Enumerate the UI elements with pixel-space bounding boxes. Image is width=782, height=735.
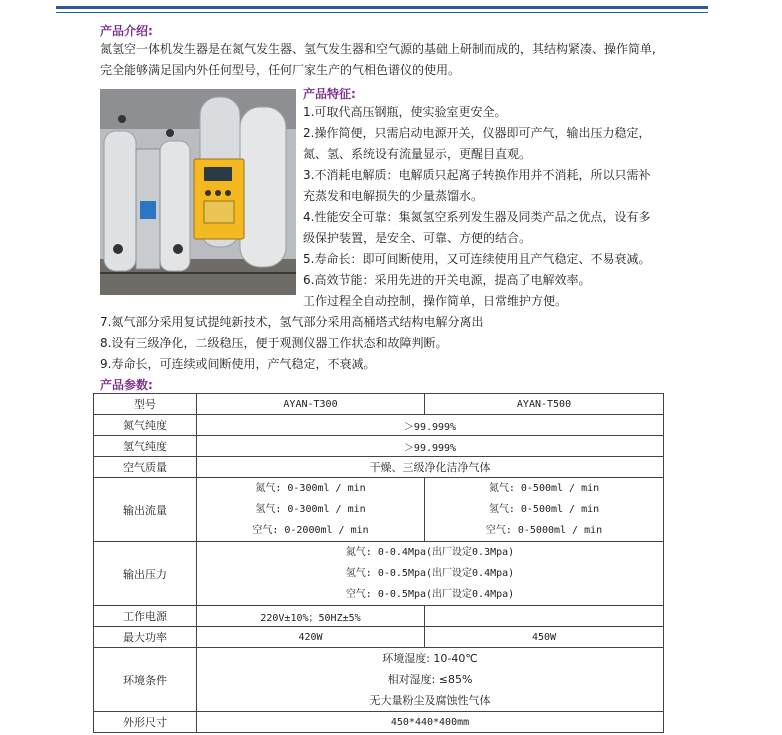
col-label: 型号 <box>94 394 197 415</box>
power-source-empty <box>425 606 664 627</box>
flow-t500-h2: 氢气: 0-500ml / min <box>488 504 600 515</box>
table-row <box>94 606 664 627</box>
pressure-air: 空气: 0-0.5Mpa(出厂设定0.4Mpa) <box>345 589 515 600</box>
n2-purity-label: 氮气纯度 <box>94 415 197 436</box>
feature-line: 工作过程全自动控制，操作简单，日常维护方便。 <box>303 294 568 308</box>
table-row <box>94 436 664 457</box>
max-power-label: 最大功率 <box>94 627 197 648</box>
max-power-t500: 450W <box>425 627 664 648</box>
flow-t300-n2: 氮气: 0-300ml / min <box>255 483 366 494</box>
table-row <box>94 478 664 542</box>
feature-line: 级保护装置，是安全、可靠、方便的结合。 <box>303 231 532 245</box>
params-heading: 产品参数: <box>100 378 153 392</box>
pressure-n2: 氮气: 0-0.4Mpa(出厂设定0.3Mpa) <box>345 547 515 558</box>
pressure-label: 输出压力 <box>94 542 197 606</box>
table-row <box>94 648 664 712</box>
flow-t300 <box>197 478 425 542</box>
power-source-label: 工作电源 <box>94 606 197 627</box>
intro-heading: 产品介绍: <box>100 24 153 38</box>
feature-line: 4.性能安全可靠：集氮氢空系列发生器及同类产品之优点，设有多 <box>303 210 651 224</box>
feature-line: 2.操作简便，只需启动电源开关，仪器即可产气，输出压力稳定， <box>303 126 651 140</box>
feature-line: 氮、氢、系统设有流量显示，更醒目直观。 <box>303 147 532 161</box>
feature-line-full: 9.寿命长，可连续或间断使用，产气稳定，不衰减。 <box>100 357 376 371</box>
spec-table <box>93 393 664 733</box>
model-t500: AYAN-T500 <box>425 394 664 415</box>
environment-label: 环境条件 <box>94 648 197 712</box>
feature-line: 1.可取代高压钢瓶，使实验室更安全。 <box>303 105 507 119</box>
flow-t300-h2: 氢气: 0-300ml / min <box>255 504 366 515</box>
h2-purity-label: 氢气纯度 <box>94 436 197 457</box>
flow-t500-air: 空气: 0-5000ml / min <box>485 525 603 536</box>
size-label: 外形尺寸 <box>94 712 197 733</box>
env-humidity: 相对湿度: ≤85% <box>387 673 473 686</box>
table-row <box>94 415 664 436</box>
header-rule-thin <box>56 12 708 13</box>
n2-purity-value: ＞99.999% <box>197 415 664 436</box>
feature-line-full: 8.设有三级净化，二级稳压，便于观测仪器工作状态和故障判断。 <box>100 336 448 350</box>
feature-line-full: 7.氮气部分采用复试提纯新技术，氢气部分采用高桶塔式结构电解分离出 <box>100 315 484 329</box>
air-quality-value: 干燥、三级净化洁净气体 <box>197 457 664 478</box>
feature-line: 5.寿命长：即可间断使用，又可连续使用且产气稳定、不易衰减。 <box>303 252 651 266</box>
max-power-t300: 420W <box>197 627 425 648</box>
product-photo <box>100 89 296 295</box>
flow-t500 <box>425 478 664 542</box>
flow-t500-n2: 氮气: 0-500ml / min <box>488 483 600 494</box>
air-quality-label: 空气质量 <box>94 457 197 478</box>
flow-t300-air: 空气: 0-2000ml / min <box>252 525 369 536</box>
model-t300: AYAN-T300 <box>197 394 425 415</box>
features-heading: 产品特征: <box>303 87 356 101</box>
h2-purity-value: ＞99.999% <box>197 436 664 457</box>
feature-line: 3.不消耗电解质：电解质只起离子转换作用并不消耗，所以只需补 <box>303 168 651 182</box>
table-row <box>94 542 664 606</box>
header-rule-thick <box>56 6 708 9</box>
pressure-values <box>197 542 664 606</box>
feature-line: 充蒸发和电解损失的少量蒸馏水。 <box>303 189 484 203</box>
power-source-value: 220V±10%；50HZ±5% <box>197 606 425 627</box>
flow-label: 输出流量 <box>94 478 197 542</box>
environment-values <box>197 648 664 712</box>
table-row <box>94 712 664 733</box>
pressure-h2: 氢气: 0-0.5Mpa(出厂设定0.4Mpa) <box>345 568 515 579</box>
env-temp: 环境湿度: 10-40℃ <box>382 652 478 665</box>
table-row <box>94 627 664 648</box>
table-row <box>94 394 664 415</box>
env-dust: 无大量粉尘及腐蚀性气体 <box>369 694 491 707</box>
size-value: 450*440*400mm <box>197 712 664 733</box>
feature-line: 6.高效节能：采用先进的开关电源，提高了电解效率。 <box>303 273 591 287</box>
table-row <box>94 457 664 478</box>
intro-line-1: 氮氢空一体机发生器是在氮气发生器、氢气发生器和空气源的基础上研制而成的，其结构紧凑、操作简单, <box>100 42 656 56</box>
intro-line-2: 完全能够满足国内外任何型号，任何厂家生产的气相色谱仪的使用。 <box>100 63 461 77</box>
